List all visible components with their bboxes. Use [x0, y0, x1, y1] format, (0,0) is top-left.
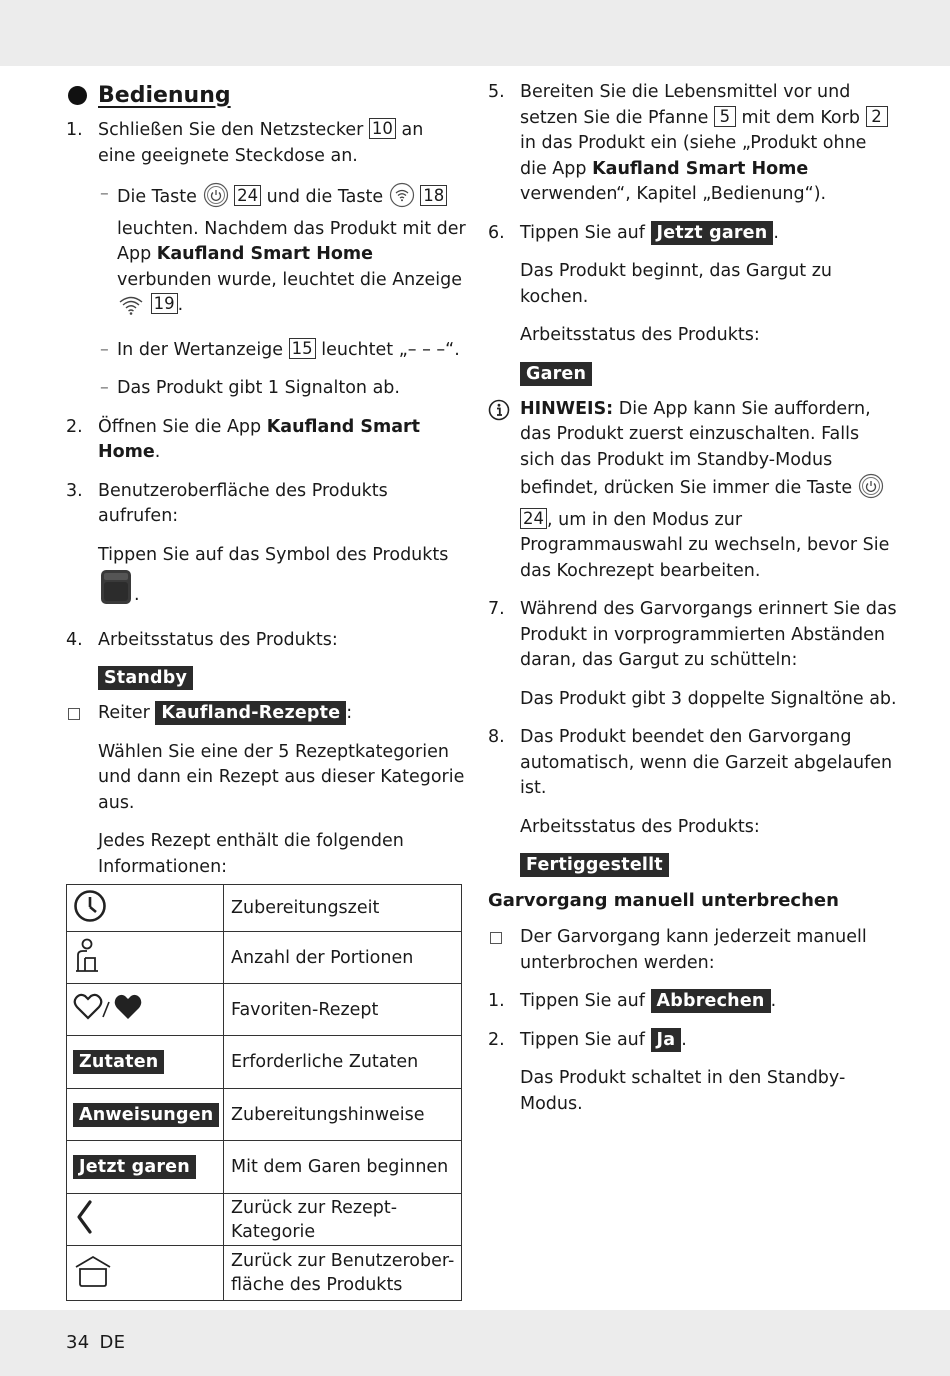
- text: Tippen Sie auf das Symbol des Produkts: [98, 544, 449, 565]
- text: Bereiten Sie die Lebensmittel vor und setzen Sie die Pfanne: [520, 82, 851, 128]
- step-6-sub-1: [488, 259, 898, 310]
- table-cell: Favoriten-Rezept: [224, 984, 462, 1036]
- label-cell: [67, 1141, 224, 1194]
- status-garen-block: [488, 362, 898, 386]
- icon-cell: [67, 984, 224, 1036]
- bullet-dot-icon: [68, 86, 87, 105]
- ref-number: 10: [369, 118, 396, 139]
- table-row: [67, 984, 462, 1036]
- step-1: [66, 118, 466, 169]
- app-name: Kaufland Smart Home: [592, 158, 809, 179]
- dash-marker: –: [100, 378, 109, 398]
- reiter-item: [66, 701, 466, 727]
- ref-number: 2: [866, 106, 888, 127]
- text: und die Taste: [266, 187, 384, 207]
- text: verbunden wurde, leuchtet die Anzeige: [117, 269, 462, 290]
- text: .: [154, 442, 161, 462]
- icon-cell: [67, 1194, 224, 1246]
- para-2: [66, 829, 466, 880]
- text: Die Taste: [117, 187, 197, 207]
- text: Während des Garvorgangs erinnert Sie das Produkt in vorprogrammierten Abständen daran, das Gargut zu schütteln:: [520, 599, 897, 670]
- section-title: Bedienung: [98, 82, 231, 108]
- text: Die App kann Sie auffordern, das Produkt zuerst einzuschalten. Falls sich das Produkt im Standby-Modus befindet, drücken Sie immer die Taste: [520, 398, 871, 498]
- step-7: [488, 597, 898, 674]
- text: Jedes Rezept enthält die folgenden Informationen:: [98, 831, 404, 877]
- text: Wählen Sie eine der 5 Rezeptkategorien und dann ein Rezept aus dieser Kategorie aus.: [98, 741, 465, 813]
- airfryer-product-icon: [98, 568, 134, 615]
- table-cell: Zubereitungszeit: [224, 885, 462, 932]
- step-3: [66, 479, 466, 530]
- step-number: 6.: [488, 222, 505, 243]
- table-row: [67, 885, 462, 932]
- text: Tippen Sie auf: [520, 991, 645, 1011]
- step-number: 5.: [488, 82, 505, 102]
- section-heading: [66, 80, 466, 110]
- table-row: [67, 1194, 462, 1246]
- step-number: 7.: [488, 599, 505, 619]
- text: .: [773, 222, 779, 243]
- table-row: [67, 1036, 462, 1089]
- dash-marker: –: [100, 339, 109, 360]
- text: Arbeitsstatus des Produkts:: [98, 629, 338, 650]
- step-3-sub: [66, 543, 466, 615]
- step-number: 1.: [66, 120, 83, 140]
- page-lang: DE: [99, 1332, 126, 1353]
- wifi-indicator-icon: [117, 294, 145, 325]
- text: Das Produkt beginnt, das Gargut zu kochen.: [520, 261, 833, 307]
- table-cell: Anzahl der Portionen: [224, 932, 462, 984]
- step-number: 2.: [488, 1029, 505, 1050]
- icon-cell: [67, 885, 224, 932]
- tab-kaufland-rezepte: Kaufland-Rezepte: [155, 701, 346, 725]
- text: .: [177, 295, 184, 315]
- dash-item-2: [66, 338, 466, 364]
- text: Arbeitsstatus des Produkts:: [520, 816, 760, 837]
- step-6: [488, 221, 898, 247]
- home-icon: [73, 1274, 113, 1294]
- icon-cell: [67, 932, 224, 984]
- text: Tippen Sie auf: [520, 1029, 645, 1050]
- table-row: [67, 1141, 462, 1194]
- ref-number: 18: [420, 185, 447, 206]
- step-6-sub-2: [488, 323, 898, 349]
- para-1: [66, 740, 466, 817]
- clock-icon: [73, 908, 107, 928]
- text: Öffnen Sie die App: [98, 416, 262, 437]
- text: Reiter: [98, 703, 150, 723]
- dash-marker: –: [100, 184, 109, 204]
- page-number: 34: [66, 1332, 90, 1353]
- status-standby: Standby: [98, 666, 193, 690]
- app-name: Kaufland Smart Home: [98, 416, 421, 462]
- ref-number: 19: [151, 293, 178, 314]
- step-5: [488, 80, 898, 208]
- power-button-icon: [858, 473, 884, 508]
- dash-item-1: [66, 182, 466, 325]
- text: .: [134, 585, 140, 605]
- hinweis-note: [488, 397, 898, 585]
- step-abbrechen: [488, 989, 898, 1015]
- table-cell: Zurück zur Benutzerober-fläche des Produkts: [224, 1246, 462, 1301]
- left-column: [66, 80, 466, 1301]
- step-8-sub: [488, 815, 898, 841]
- bottom-band: [0, 1310, 950, 1376]
- label-anweisungen: Anweisungen: [73, 1103, 219, 1127]
- label-cell: [67, 1089, 224, 1141]
- step-number: 8.: [488, 727, 505, 747]
- status-standby-block: [66, 666, 466, 690]
- step-number: 2.: [66, 416, 83, 437]
- text: mit dem Korb: [741, 107, 860, 128]
- text: leuchten. Nachdem das Produkt mit der App: [117, 218, 466, 264]
- table-cell: Zurück zur Rezept-Kategorie: [224, 1194, 462, 1246]
- text: , um in den Modus zur Programmauswahl zu wechseln, bevor Sie das Kochrezept bearbeiten.: [520, 509, 890, 581]
- table-cell: Erforderliche Zutaten: [224, 1036, 462, 1089]
- status-fertiggestellt-block: [488, 853, 898, 877]
- square-marker: [490, 932, 502, 944]
- table-row: [67, 932, 462, 984]
- step-4: [66, 628, 466, 654]
- power-button-icon: [203, 182, 229, 217]
- ref-number: 15: [289, 338, 316, 359]
- text: Benutzeroberfläche des Produkts aufrufen:: [98, 480, 388, 526]
- step-number: 1.: [488, 991, 505, 1011]
- step-text: Schließen Sie den Netzstecker: [98, 120, 364, 140]
- square-note: [488, 925, 898, 976]
- portions-icon: [73, 958, 103, 978]
- text: Das Produkt gibt 1 Signalton ab.: [117, 378, 400, 398]
- info-icon: [488, 399, 510, 426]
- button-ja: Ja: [651, 1028, 682, 1052]
- wifi-button-icon: [389, 182, 415, 217]
- label-zutaten: Zutaten: [73, 1050, 164, 1074]
- text: .: [681, 1029, 687, 1050]
- chevron-left-icon: [73, 1220, 97, 1240]
- text: .: [770, 991, 777, 1011]
- label-jetzt-garen: Jetzt garen: [73, 1155, 196, 1179]
- subsection-heading: Garvorgang manuell unterbrechen: [488, 890, 839, 911]
- text: In der Wertanzeige: [117, 339, 284, 360]
- status-fertiggestellt: Fertiggestellt: [520, 853, 669, 877]
- ref-number: 24: [520, 508, 547, 529]
- icon-cell: [67, 1246, 224, 1301]
- step-number: 3.: [66, 480, 83, 501]
- step-ja-sub: [488, 1066, 898, 1117]
- ref-number: 5: [714, 106, 736, 127]
- text: Das Produkt schaltet in den Standby-Modus.: [520, 1068, 846, 1114]
- app-name: Kaufland Smart Home: [156, 244, 373, 264]
- text: Arbeitsstatus des Produkts:: [520, 325, 760, 345]
- step-8: [488, 725, 898, 802]
- text: leuchtet „– – –“.: [321, 339, 460, 360]
- table-row: [67, 1089, 462, 1141]
- table-row: [67, 1246, 462, 1301]
- button-abbrechen: Abbrechen: [651, 989, 771, 1013]
- square-marker: [68, 708, 80, 720]
- text: Das Produkt beendet den Garvorgang automatisch, wenn die Garzeit abgelaufen ist.: [520, 727, 893, 798]
- status-garen: Garen: [520, 362, 592, 386]
- button-jetzt-garen: Jetzt garen: [651, 221, 774, 245]
- page-footer: [66, 1332, 125, 1353]
- label-cell: [67, 1036, 224, 1089]
- step-number: 4.: [66, 629, 83, 650]
- dash-item-3: [66, 376, 466, 402]
- step-7-sub: [488, 687, 898, 713]
- table-cell: Mit dem Garen beginnen: [224, 1141, 462, 1194]
- text: :: [346, 703, 353, 723]
- step-ja: [488, 1028, 898, 1054]
- right-column: [488, 80, 898, 1130]
- top-band: [0, 0, 950, 66]
- step-text: an eine geeignete Steckdose an.: [98, 120, 424, 166]
- table-cell: Zubereitungshinweise: [224, 1089, 462, 1141]
- text: Das Produkt gibt 3 doppelte Signaltöne ab.: [520, 688, 897, 709]
- text: in das Produkt ein (siehe „Produkt ohne die App: [520, 133, 867, 179]
- ref-number: 24: [234, 185, 261, 206]
- text: Der Garvorgang kann jederzeit manuell unterbrochen werden:: [520, 927, 867, 973]
- heart-icon: [73, 1007, 145, 1027]
- note-label: HINWEIS:: [520, 398, 614, 419]
- text: verwenden“, Kapitel „Bedienung“).: [520, 184, 827, 204]
- step-2: [66, 415, 466, 466]
- recipe-info-table: [66, 884, 462, 1301]
- text: Tippen Sie auf: [520, 222, 645, 243]
